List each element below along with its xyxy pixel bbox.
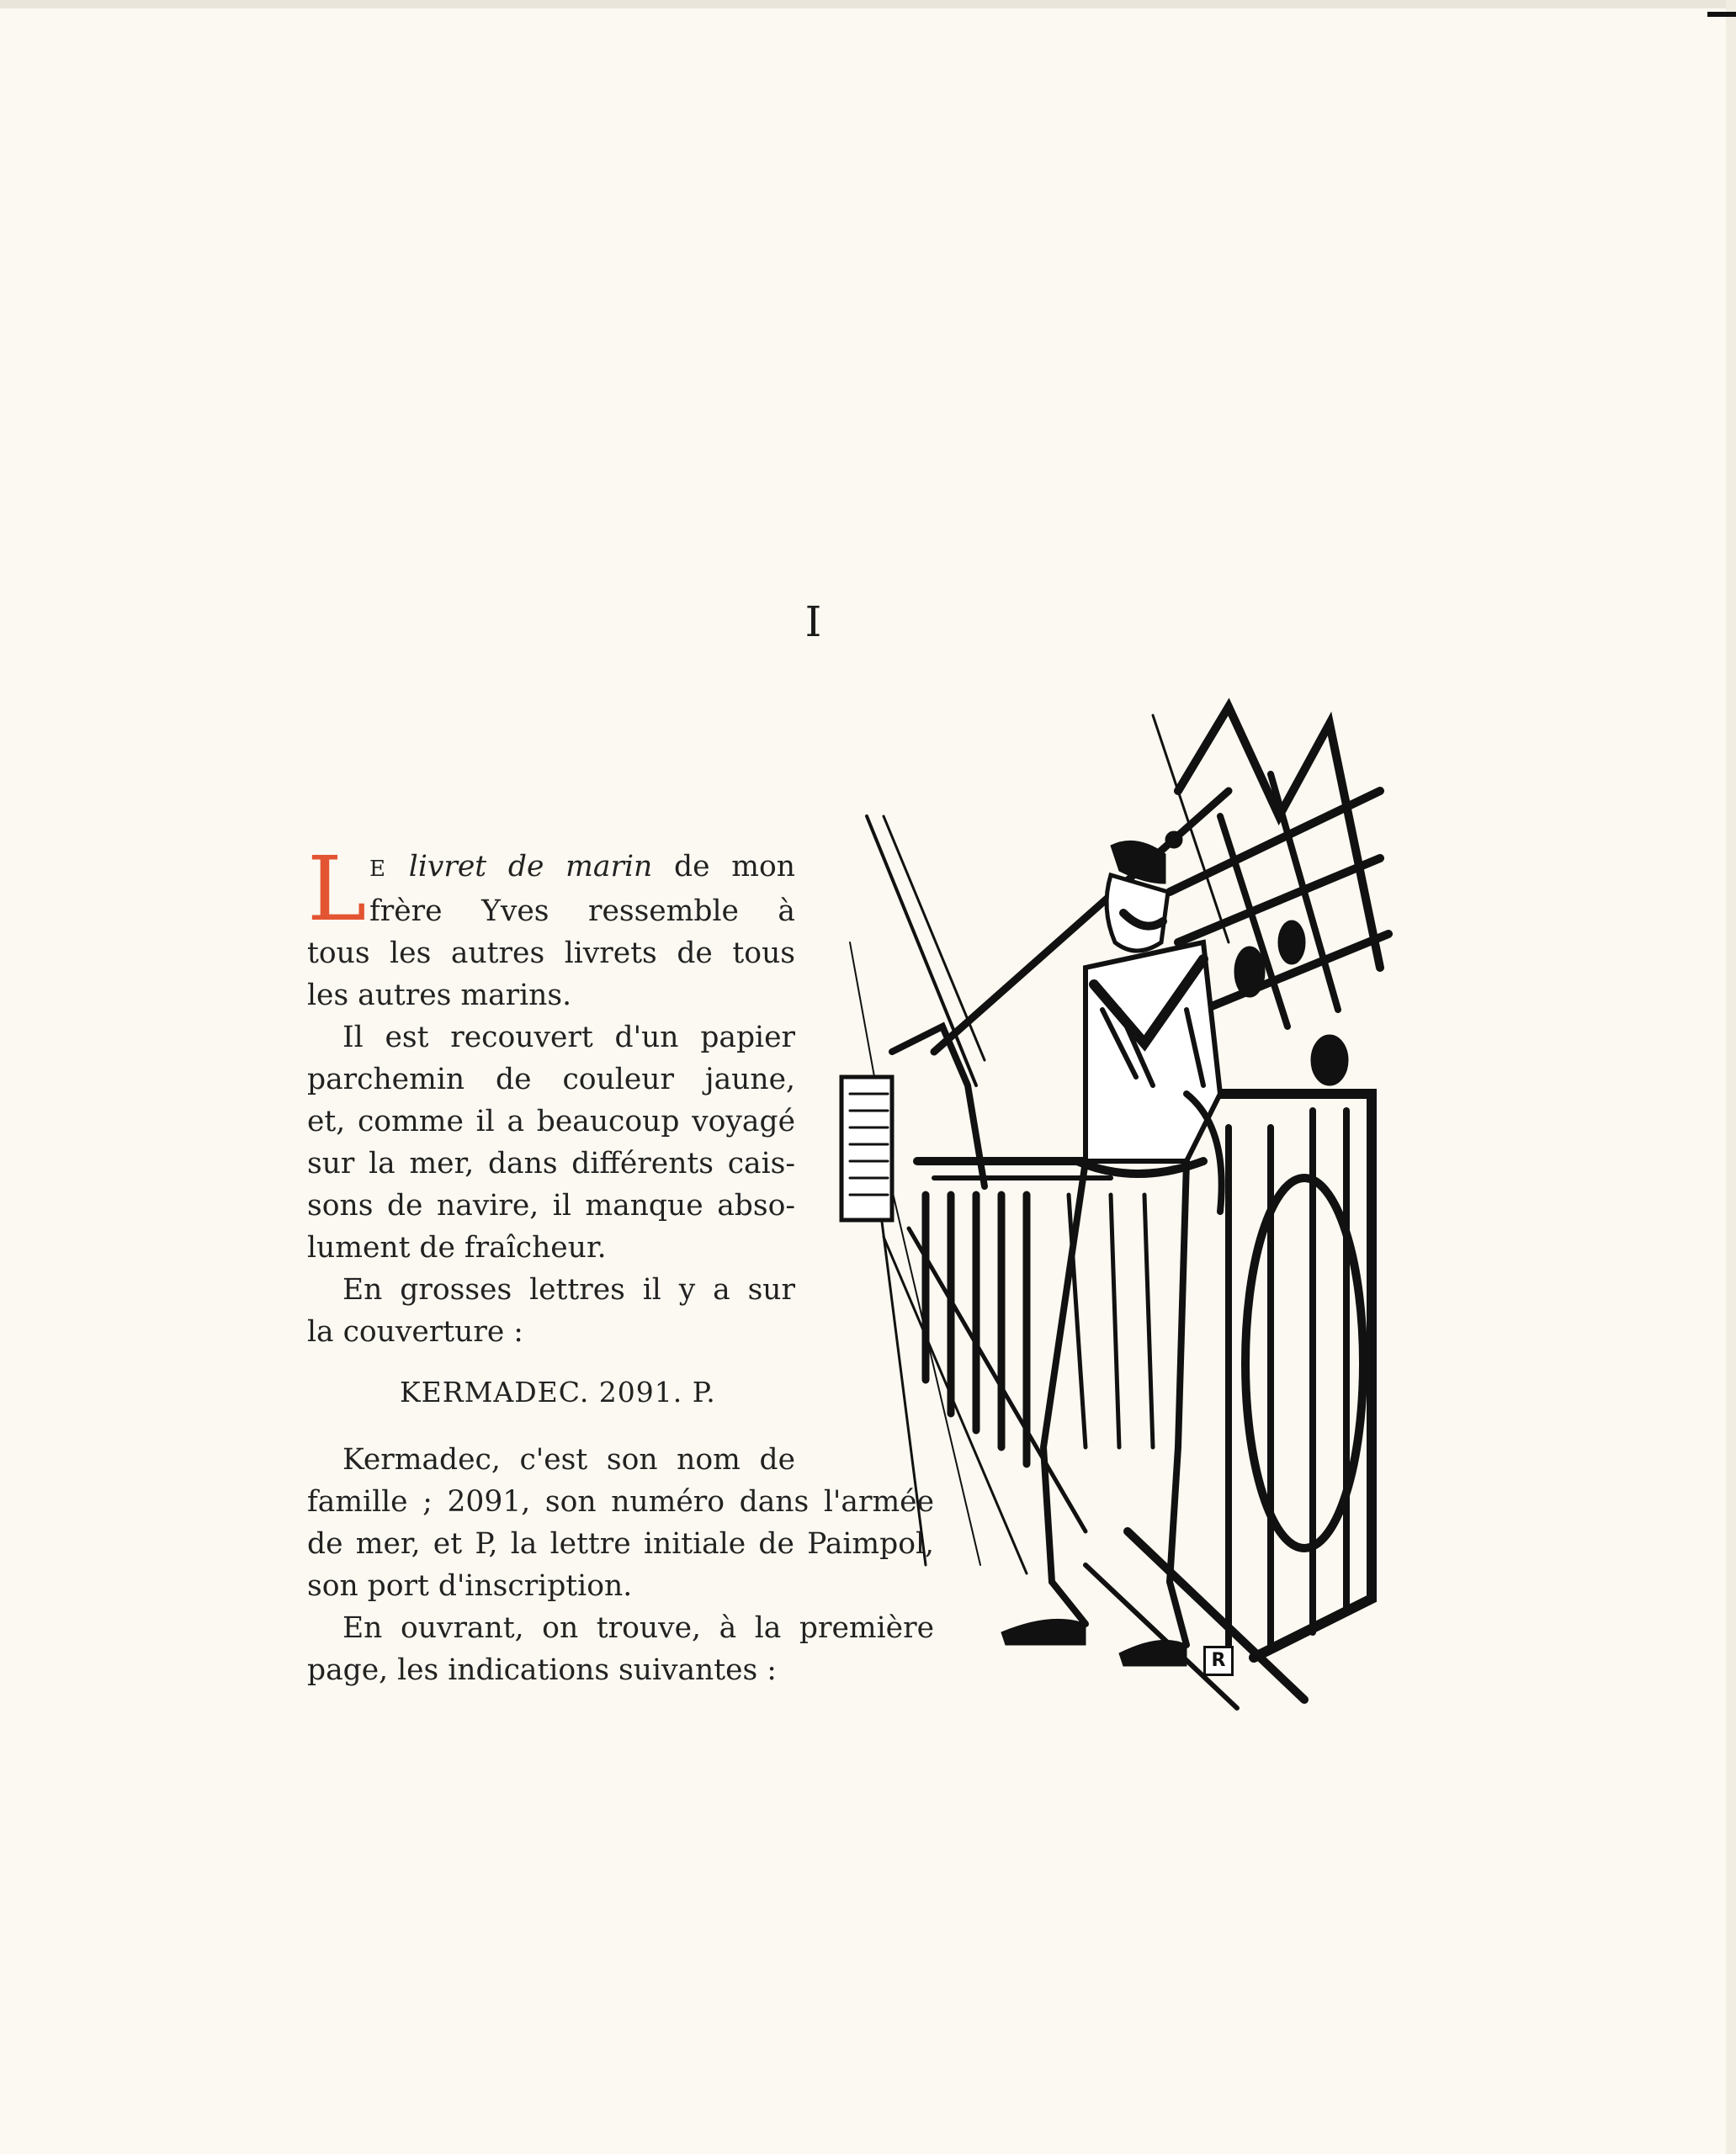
text-line-15: famille ; 2091, son numéro dans l'armée	[307, 1485, 934, 1519]
text-line-1: E livret de marin de mon	[369, 850, 796, 883]
drop-cap-wrap	[307, 837, 796, 941]
text-line-3: tous les autres livrets de tous	[307, 936, 795, 970]
drop-cap: L	[307, 837, 367, 941]
artist-monogram: R	[1203, 1646, 1234, 1676]
text-line-11: En grosses lettres il y a sur	[342, 1273, 795, 1307]
chapter-number: I	[804, 597, 824, 646]
body-text	[307, 837, 934, 1691]
text-line-16: de mer, et P, la lettre initiale de Paimpol,	[307, 1527, 934, 1561]
text-line-14: Kermadec, c'est son nom de	[342, 1443, 795, 1477]
woodcut-illustration-sailor	[833, 690, 1414, 1725]
text-line-9: sons de navire, il manque abso-	[307, 1189, 795, 1223]
text-line-5: Il est recouvert d'un papier	[342, 1021, 795, 1054]
text-line-7: et, comme il a beaucoup voyagé	[307, 1105, 795, 1138]
text-line-10: lument de fraîcheur.	[307, 1231, 607, 1265]
text-line-17: son port d'inscription.	[307, 1569, 633, 1603]
page-edge-top	[0, 0, 1736, 8]
text-line-8: sur la mer, dans différents cais-	[307, 1147, 795, 1180]
page-edge-right	[1726, 0, 1736, 2154]
cover-inscription: KERMADEC. 2091. P.	[400, 1376, 716, 1409]
corner-mark	[1707, 12, 1736, 17]
text-line-18: En ouvrant, on trouve, à la première	[342, 1611, 934, 1645]
text-line-12: la couverture :	[307, 1315, 523, 1349]
text-line-6: parchemin de couleur jaune,	[307, 1063, 795, 1096]
text-line-19: page, les indications suivantes :	[307, 1653, 777, 1687]
text-line-4: les autres marins.	[307, 979, 572, 1012]
text-line-2: frère Yves ressemble à	[369, 894, 795, 928]
